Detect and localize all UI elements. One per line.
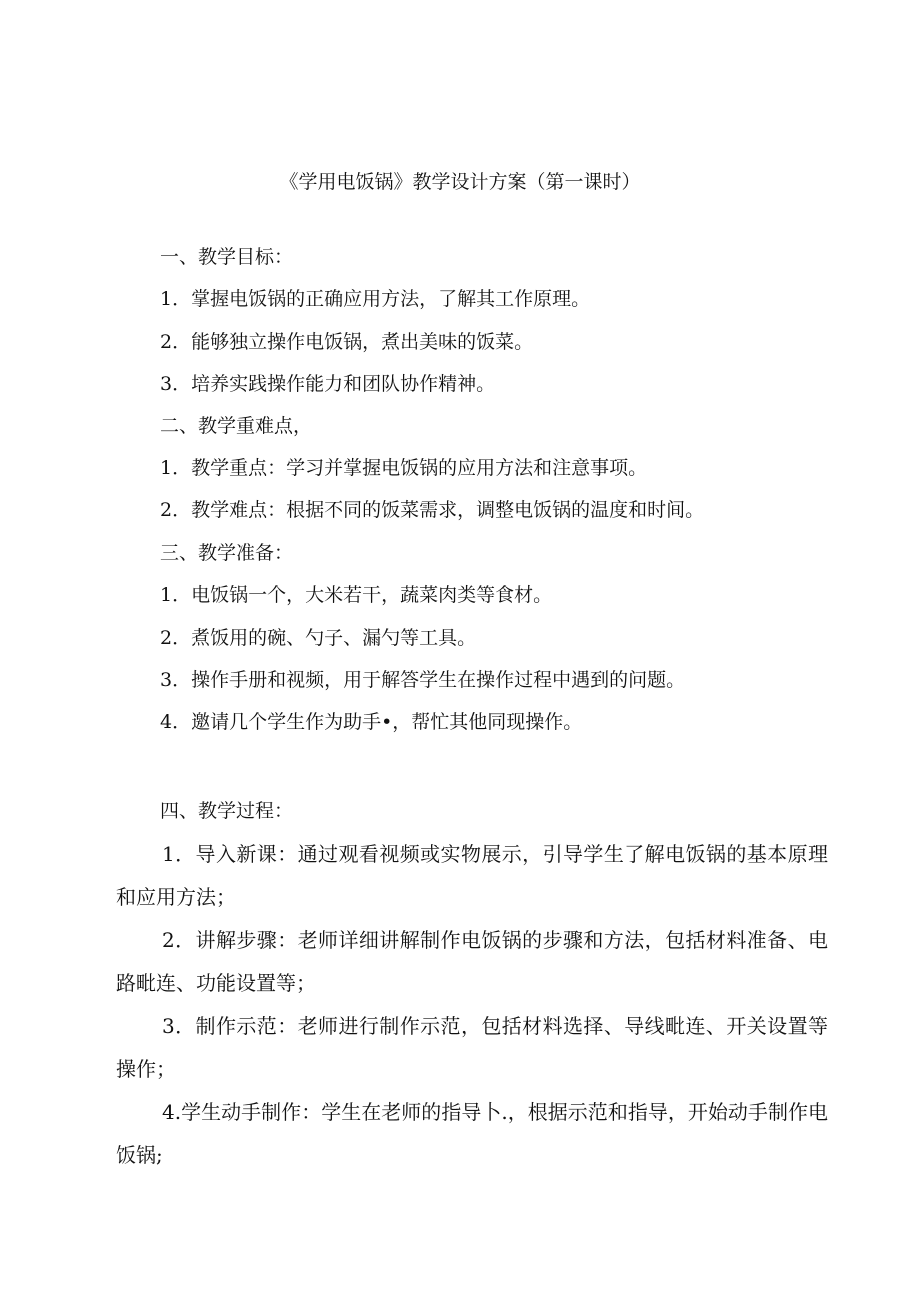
section-heading-preparation: 三、教学准备： [160,542,294,564]
list-item: 1．教学重点：学习并掌握电饭锅的应用方法和注意事项。 [160,457,648,479]
list-item: 3．操作手册和视频，用于解答学生在操作过程中遇到的问题。 [160,669,686,691]
section-heading-process: 四、教学过程： [160,800,294,822]
paragraph: 2．讲解步骤：老师详细讲解制作电饭锅的步骤和方法，包括材料准备、电路毗连、功能设置等； [116,928,828,995]
list-item: 2．煮饭用的碗、勺子、漏勺等工具。 [160,627,477,649]
section-heading-key-points: 二、教学重难点， [160,415,313,437]
list-item: 1．电饭锅一个，大米若干，蔬菜肉类等食材。 [160,584,553,606]
paragraph: 1．导入新课：通过观看视频或实物展示，引导学生了解电饭锅的基本原理和应用方法； [116,842,828,909]
list-item: 4．邀请几个学生作为助手•，帮忙其他同现操作。 [160,711,583,733]
list-item: 2．教学难点：根据不同的饭菜需求，调整电饭锅的温度和时间。 [160,499,705,521]
paragraph: 3．制作示范：老师进行制作示范，包括材料选择、导线毗连、开关设置等操作； [116,1014,828,1081]
list-item: 2．能够独立操作电饭锅，煮出美味的饭菜。 [160,331,534,353]
list-item: 3．培养实践操作能力和团队协作精神。 [160,373,496,395]
document-title: 《学用电饭锅》教学设计方案（第一课时） [279,171,641,193]
list-item: 1．掌握电饭锅的正确应用方法，了解其工作原理。 [160,288,591,310]
section-heading-objectives: 一、教学目标： [160,246,294,268]
paragraph: 4.学生动手制作：学生在老师的指导卜.，根据示范和指导，开始动手制作电饭锅; [116,1100,828,1167]
